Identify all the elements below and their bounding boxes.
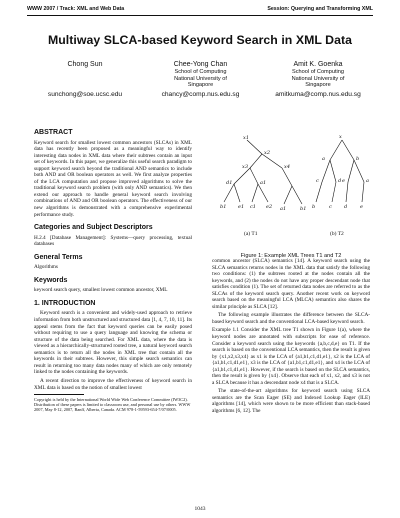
svg-text:a: a — [366, 178, 369, 184]
svg-text:b: b — [356, 156, 360, 162]
author-name: Chong Sun — [67, 61, 103, 68]
author-1 — [30, 60, 140, 99]
left-column — [34, 130, 192, 413]
author-name: Chee-Yong Chan — [173, 61, 228, 68]
header-rule — [27, 15, 373, 16]
svg-text:b: b — [312, 204, 316, 210]
general-terms-text: Algorithms — [34, 264, 58, 271]
author-2 — [148, 60, 253, 99]
author-affiliation-3: Singapore — [187, 82, 214, 89]
svg-text:e: e — [360, 204, 363, 210]
svg-text:x2: x2 — [264, 150, 271, 156]
svg-text:x3: x3 — [242, 164, 249, 170]
author-email: chancy@comp.nus.edu.sg — [161, 90, 240, 98]
introduction-heading: 1. INTRODUCTION — [34, 299, 96, 307]
footnote-rule — [34, 394, 84, 395]
general-terms-heading: General Terms — [34, 253, 83, 261]
author-affiliation-1: School of Computing — [292, 69, 344, 75]
svg-text:x4: x4 — [284, 164, 291, 170]
header-session: Session: Querying and Transforming XML — [267, 6, 373, 12]
right-column — [212, 130, 370, 417]
svg-text:a1: a1 — [260, 180, 267, 186]
tree-figure — [212, 130, 370, 248]
example-paragraph: Example 1.1 Consider the XML tree T1 shown in Figure 1(a), where the keyword nodes are annotated with subscripts for ease of reference. Consider a keyword search using the keywords {a,b,c,d,e} on T1. If the search is based on the conventional LCA semantics, then the result is given by {x1,x2,x3,x4} as x1 is the LCA of {a1,b1,c1,d1,e1}, x2 is the LCA of {a1,b1,c1,d1,e1}, x3 is the LCA of {a1,b1,c1,d1,e1}, and x4 is the LCA of {a1,b1,c1,d1,e1}. However, if the search is based on the SLCA semantics, then the result is given by {x4}. Observe that each of x1, x2, and x3 is not a SLCA because it has a descendant node x4 that is a SLCA. — [212, 327, 370, 386]
tree-t1-edges — [224, 140, 302, 204]
svg-text:d: d — [344, 204, 348, 210]
paper-title: Multiway SLCA-based Keyword Search in XML Data — [47, 33, 353, 47]
svg-text:x: x — [339, 134, 342, 140]
abstract-text: Keyword search for smallest lowest common ancestors (SLCAs) in XML data has recently been proposed as a meaningful way to identify interesting data nodes in XML data where their subtrees contain an input set of keywords. In this paper, we generalize this useful search paradigm to support keyword search beyond the traditional AND semantics to include both AND and OR boolean operators as well. We first analyze properties of the LCA computation and propose improved algorithms to solve the traditional keyword search problem (with only AND semantics). We then extend our approach to handle general keyword search involving combinations of AND and OR boolean operators. The effectiveness of our new algorithms is demonstrated with a comprehensive experimental performance study. — [34, 139, 192, 218]
tree-t1-labels — [220, 135, 306, 212]
header-track: WWW 2007 / Track: XML and Web Data — [27, 6, 125, 12]
intro-paragraph-2: A recent direction to improve the effectiveness of keyword search in XML data is based on the notion of smallest lowest — [34, 377, 192, 391]
author-affiliation-2: National University of — [291, 75, 345, 82]
right-paragraph-4: The state-of-the-art algorithms for keyword search using SLCA semantics are the Scan Eager (SE) and Indexed Lookup Eager (ILE) algorithms [14], which were shown to be more efficient than stack-based algorithms [6, 12]. The — [212, 388, 370, 415]
svg-text:x1: x1 — [243, 135, 250, 141]
author-3 — [262, 60, 374, 99]
svg-text:a: a — [322, 156, 325, 162]
svg-text:e: e — [342, 178, 345, 184]
author-affiliation — [30, 69, 140, 89]
svg-text:d: d — [338, 178, 342, 184]
right-paragraph-1: common ancestor (SLCA) semantics [14]. A keyword search using the SLCA semantics returns nodes in the XML data that satisfy the following two conditions: (1) the subtrees rooted at the nodes contain all the keywords, and (2) the nodes do not have any proper descendant node that satisfies condition (1). The set of returned data nodes are referred to as the SLCAs of the keyword search query. Another recent work on keyword search based on the meaningful LCA (MLCA) semantics also shares the similar principle as SLCA [12]. — [212, 258, 370, 310]
svg-text:c: c — [316, 178, 319, 184]
author-affiliation-3: Singapore — [305, 82, 331, 89]
subcaption-b: (b) T2 — [330, 231, 344, 237]
figure-1 — [212, 130, 370, 258]
keywords-text: keyword search query, smallest lowest common ancestor, XML — [34, 287, 168, 294]
categories-heading: Categories and Subject Descriptors — [34, 224, 153, 232]
tree-t2-labels — [312, 134, 369, 210]
right-paragraph-2: The following example illustrates the difference between the SLCA-based keyword search and the conventional LCA-based keyword search. — [212, 312, 370, 325]
intro-paragraph-1: Keyword search is a convenient and widely-used approach to retrieve information from both unstructured and structured data [1, 4, 7, 10, 11]. Its appeal stems from the fact that keyword queries can be easily posed without requiring to use a query language and knowing the schema or structure of the data being searched. For XML data, where the data is viewed as a hierarchically-structured rooted tree, a natural keyword search semantics is to return all the nodes in XML tree that contain all the keywords in their subtrees. However, this simple search semantics can result in returning too many data nodes many of which are only remotely linked to the nodes containing the keywords. — [34, 310, 192, 376]
running-header — [27, 6, 373, 18]
figure-caption: Figure 1: Example XML Trees T1 and T2 — [240, 252, 342, 259]
categories-text: H.2.4 [Database Management]: Systems—query processing, textual databases — [34, 234, 192, 248]
author-affiliation-1: School of Computing — [174, 69, 227, 75]
svg-text:c: c — [329, 204, 332, 210]
keywords-heading: Keywords — [34, 276, 68, 284]
svg-text:c1: c1 — [250, 204, 256, 210]
abstract-heading: ABSTRACT — [34, 129, 73, 136]
svg-text:e2: e2 — [266, 204, 273, 210]
author-affiliation-2: National University of — [174, 75, 227, 82]
svg-text:b1: b1 — [300, 206, 307, 212]
copyright-footnote: Copyright is held by the International World Wide Web Conference Committee (IW3C2). Distribution of these papers is limited to classroom use, and personal use by others. WWW 2007, May 8-12, 2007, Banff, Alberta, Canada. ACM 978-1-59593-654-7/07/0005. — [34, 397, 191, 413]
subcaption-a: (a) T1 — [244, 231, 258, 237]
svg-text:a1: a1 — [280, 206, 287, 212]
svg-text:b1: b1 — [220, 204, 227, 210]
svg-text:e1: e1 — [238, 204, 245, 210]
svg-text:d1: d1 — [226, 180, 233, 186]
tree-t2-edges — [316, 140, 364, 202]
author-email: sunchong@soe.ucsc.edu — [47, 91, 123, 98]
author-email: amitkuma@comp.nus.edu.sg — [275, 90, 361, 98]
author-name: Amit K. Goenka — [293, 61, 343, 68]
page-number: 1043 — [194, 506, 206, 512]
